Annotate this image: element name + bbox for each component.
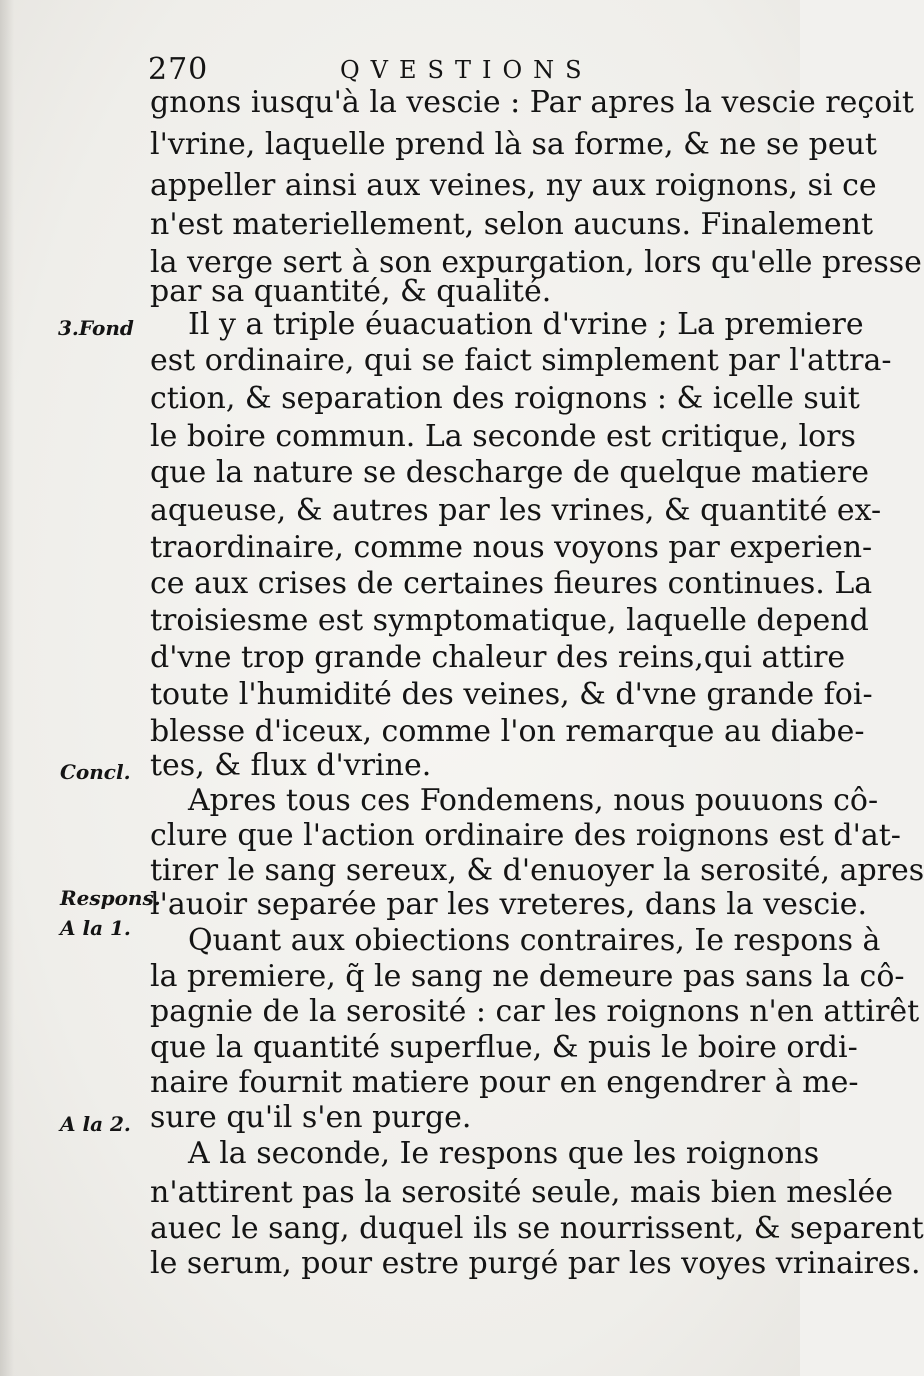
text-line: Il y a triple éuacuation d'vrine ; La premiere <box>188 307 864 342</box>
text-line: la verge sert à son expurgation, lors qu'elle presse <box>150 245 922 280</box>
text-line: tes, & flux d'vrine. <box>150 748 432 783</box>
text-line: auec le sang, duquel ils se nourrissent, & separent <box>150 1211 924 1246</box>
text-line: aqueuse, & autres par les vrines, & quantité ex- <box>150 493 882 528</box>
text-line: pagnie de la serosité : car les roignons n'en attirêt <box>150 994 920 1029</box>
text-line: toute l'humidité des veines, & d'vne grande foi- <box>150 677 873 712</box>
text-line: tirer le sang sereux, & d'enuoyer la serosité, apres <box>150 853 924 888</box>
text-line: est ordinaire, qui se faict simplement par l'attra- <box>150 343 892 378</box>
text-line: ce aux crises de certaines fieures continues. La <box>150 566 873 601</box>
text-line: blesse d'iceux, comme l'on remarque au diabe- <box>150 714 865 749</box>
text-line: naire fournit matiere pour en engendrer à me- <box>150 1065 859 1100</box>
text-line: appeller ainsi aux veines, ny aux roignons, si ce <box>150 168 877 203</box>
margin-note-conclusion: Concl. <box>60 760 131 784</box>
text-line: l'auoir separée par les vreteres, dans la vescie. <box>150 887 868 922</box>
text-line: troisiesme est symptomatique, laquelle depend <box>150 603 869 638</box>
text-line: traordinaire, comme nous voyons par experien- <box>150 530 873 565</box>
text-line: d'vne trop grande chaleur des reins,qui attire <box>150 640 846 675</box>
text-line: que la quantité superflue, & puis le boire ordi- <box>150 1030 858 1065</box>
running-title: QVESTIONS <box>340 56 593 84</box>
page-number: 270 <box>148 52 209 87</box>
text-line: n'est materiellement, selon aucuns. Finalement <box>150 207 874 242</box>
margin-note-answer-1: A la 1. <box>60 916 131 940</box>
text-line: Apres tous ces Fondemens, nous pouuons cô- <box>188 783 879 818</box>
text-line: le boire commun. La seconde est critique, lors <box>150 419 856 454</box>
text-line: que la nature se descharge de quelque matiere <box>150 455 869 490</box>
text-line: l'vrine, laquelle prend là sa forme, & ne se peut <box>150 127 877 162</box>
text-line: sure qu'il s'en purge. <box>150 1100 472 1135</box>
margin-note-fondement: 3.Fond <box>58 316 134 340</box>
text-line: clure que l'action ordinaire des roignons est d'at- <box>150 818 901 853</box>
text-line: Quant aux obiections contraires, Ie respons à <box>188 923 881 958</box>
text-line: la premiere, q̃ le sang ne demeure pas sans la cô- <box>150 959 905 994</box>
text-line: A la seconde, Ie respons que les roignons <box>188 1136 820 1171</box>
text-line: par sa quantité, & qualité. <box>150 274 552 309</box>
margin-note-answer-2: A la 2. <box>60 1112 131 1136</box>
text-line: n'attirent pas la serosité seule, mais bien meslée <box>150 1175 893 1210</box>
text-line: ction, & separation des roignons : & icelle suit <box>150 381 860 416</box>
text-line: le serum, pour estre purgé par les voyes vrinaires. <box>150 1246 921 1281</box>
text-line: gnons iusqu'à la vescie : Par apres la vescie reçoit <box>150 85 914 120</box>
page-edge-shadow <box>0 0 14 1376</box>
margin-note-response: Respons. <box>60 886 161 910</box>
